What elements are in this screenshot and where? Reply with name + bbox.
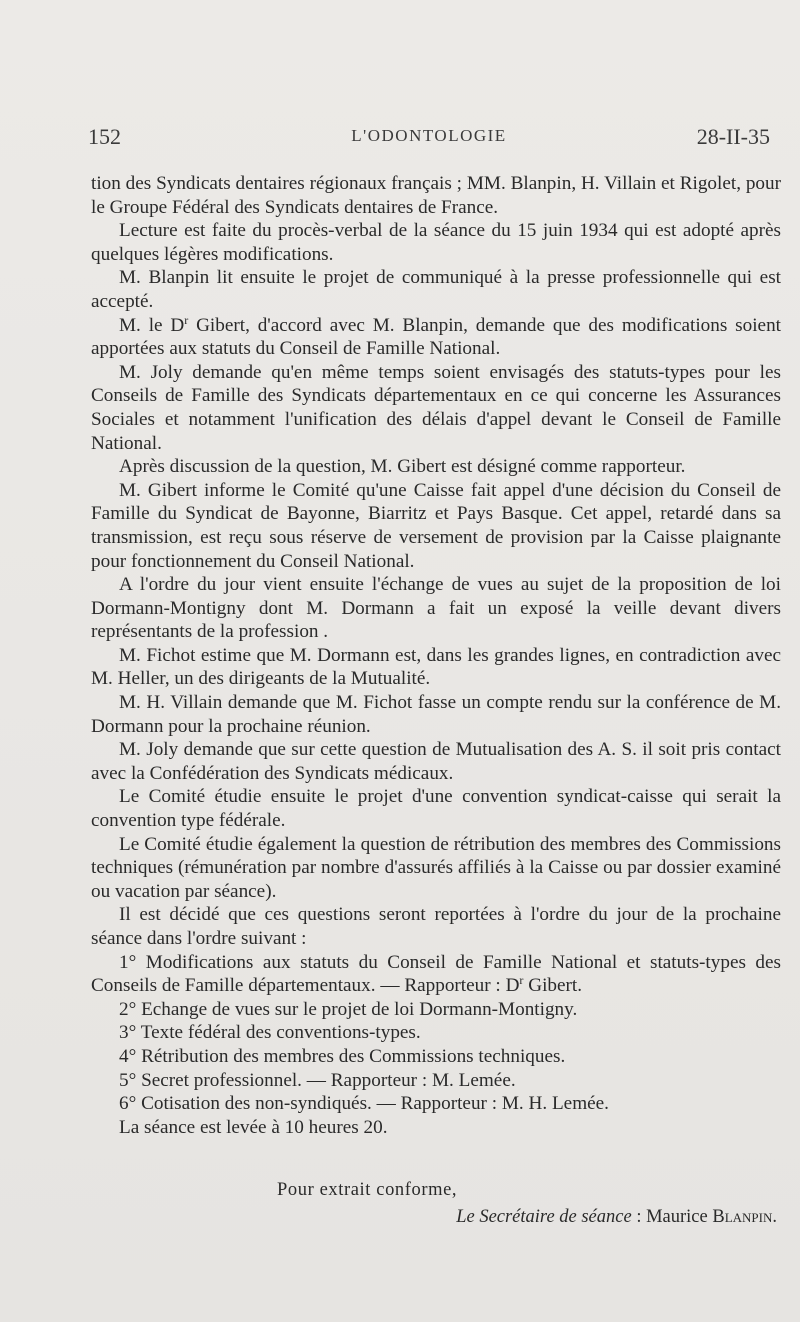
signatory-first-name: Maurice (646, 1207, 713, 1227)
page-number: 152 (88, 124, 121, 149)
paragraph: Il est décidé que ces questions seront reportées à l'ordre du jour de la prochaine séance dans l'ordre suivant : (91, 904, 781, 949)
agenda-item-text: 1° Modifications aux statuts du Conseil de Famille National et statuts-types des Conseils de Famille départementaux. — Rapporteur : D (91, 951, 781, 997)
agenda-item: 2° Echange de vues sur le projet de loi Dormann-Montigny. (119, 998, 578, 1020)
signatory-last-name: Blanpin. (712, 1207, 777, 1227)
agenda-item: 5° Secret professionnel. — Rapporteur : M. Lemée. (119, 1069, 516, 1091)
closing-formula: Pour extrait conforme, (277, 1180, 458, 1200)
agenda-item-text: Gibert. (523, 975, 583, 997)
paragraph: Le Comité étudie ensuite le projet d'une convention syndicat-caisse qui serait la convention type fédérale. (91, 786, 781, 832)
paragraph: Après discussion de la question, M. Gibert est désigné comme rapporteur. (119, 456, 686, 478)
signoff (91, 1180, 781, 1228)
separator: : (631, 1207, 647, 1227)
paragraph: M. Fichot estime que M. Dormann est, dans les grandes lignes, en contradiction avec M. Heller, un des dirigeants de la Mutualité. (91, 644, 781, 690)
paragraph (91, 314, 781, 361)
paragraph-text: Gibert, d'accord avec M. Blanpin, demande que des modifications soient apportées aux statuts du Conseil de Famille National. (91, 314, 781, 360)
signature-line (91, 1207, 781, 1228)
superscript: r (519, 973, 524, 988)
issue-date: 28-II-35 (696, 124, 770, 149)
agenda-item: 4° Rétribution des membres des Commissions techniques. (119, 1045, 566, 1067)
paragraph: Lecture est faite du procès-verbal de la séance du 15 juin 1934 qui est adopté après quelques légères modifications. (91, 220, 781, 265)
agenda-item: 6° Cotisation des non-syndiqués. — Rapporteur : M. H. Lemée. (119, 1093, 609, 1115)
paragraph: A l'ordre du jour vient ensuite l'échange de vues au sujet de la proposition de loi Dormann-Montigny dont M. Dormann a fait un exposé la veille devant divers représentants de la profession . (91, 574, 781, 643)
paragraph: tion des Syndicats dentaires régionaux français ; MM. Blanpin, H. Villain et Rigolet, pour le Groupe Fédéral des Syndicats dentaires de France. (91, 173, 781, 218)
running-title: L'ODONTOLOGIE (351, 126, 507, 145)
agenda-item (91, 951, 781, 998)
signatory-role: Le Secrétaire de séance (456, 1207, 632, 1227)
running-header (88, 124, 770, 154)
paragraph-text: M. le D (119, 314, 185, 336)
paragraph: M. Joly demande qu'en même temps soient envisagés des statuts-types pour les Conseils de Famille des Syndicats départementaux en ce qui concerne les Assurances Sociales et notamment l'unification des délais d'appel devant le Conseil de Famille National. (91, 361, 781, 454)
agenda-item: 3° Texte fédéral des conventions-types. (119, 1022, 421, 1044)
paragraph: M. Gibert informe le Comité qu'une Caisse fait appel d'une décision du Conseil de Famille du Syndicat de Bayonne, Biarritz et Pays Basque. Cet appel, retardé dans sa transmission, est reçu sous réserve de versement de provision par la Caisse plaignante pour fonctionnement du Conseil National. (91, 479, 781, 572)
paragraph: Le Comité étudie également la question de rétribution des membres des Commissions techniques (rémunération par nombre d'assurés affiliés à la Caisse ou par dossier examiné ou vacation par séance). (91, 833, 781, 902)
superscript: r (184, 312, 189, 327)
paragraph: M. Blanpin lit ensuite le projet de communiqué à la presse professionnelle qui est accepté. (91, 267, 781, 312)
paragraph: M. Joly demande que sur cette question de Mutualisation des A. S. il soit pris contact avec la Confédération des Syndicats médicaux. (91, 739, 781, 784)
body-text (91, 172, 781, 1139)
paragraph: M. H. Villain demande que M. Fichot fasse un compte rendu sur la conférence de M. Dormann pour la prochaine réunion. (91, 692, 781, 737)
paragraph: La séance est levée à 10 heures 20. (119, 1116, 388, 1138)
